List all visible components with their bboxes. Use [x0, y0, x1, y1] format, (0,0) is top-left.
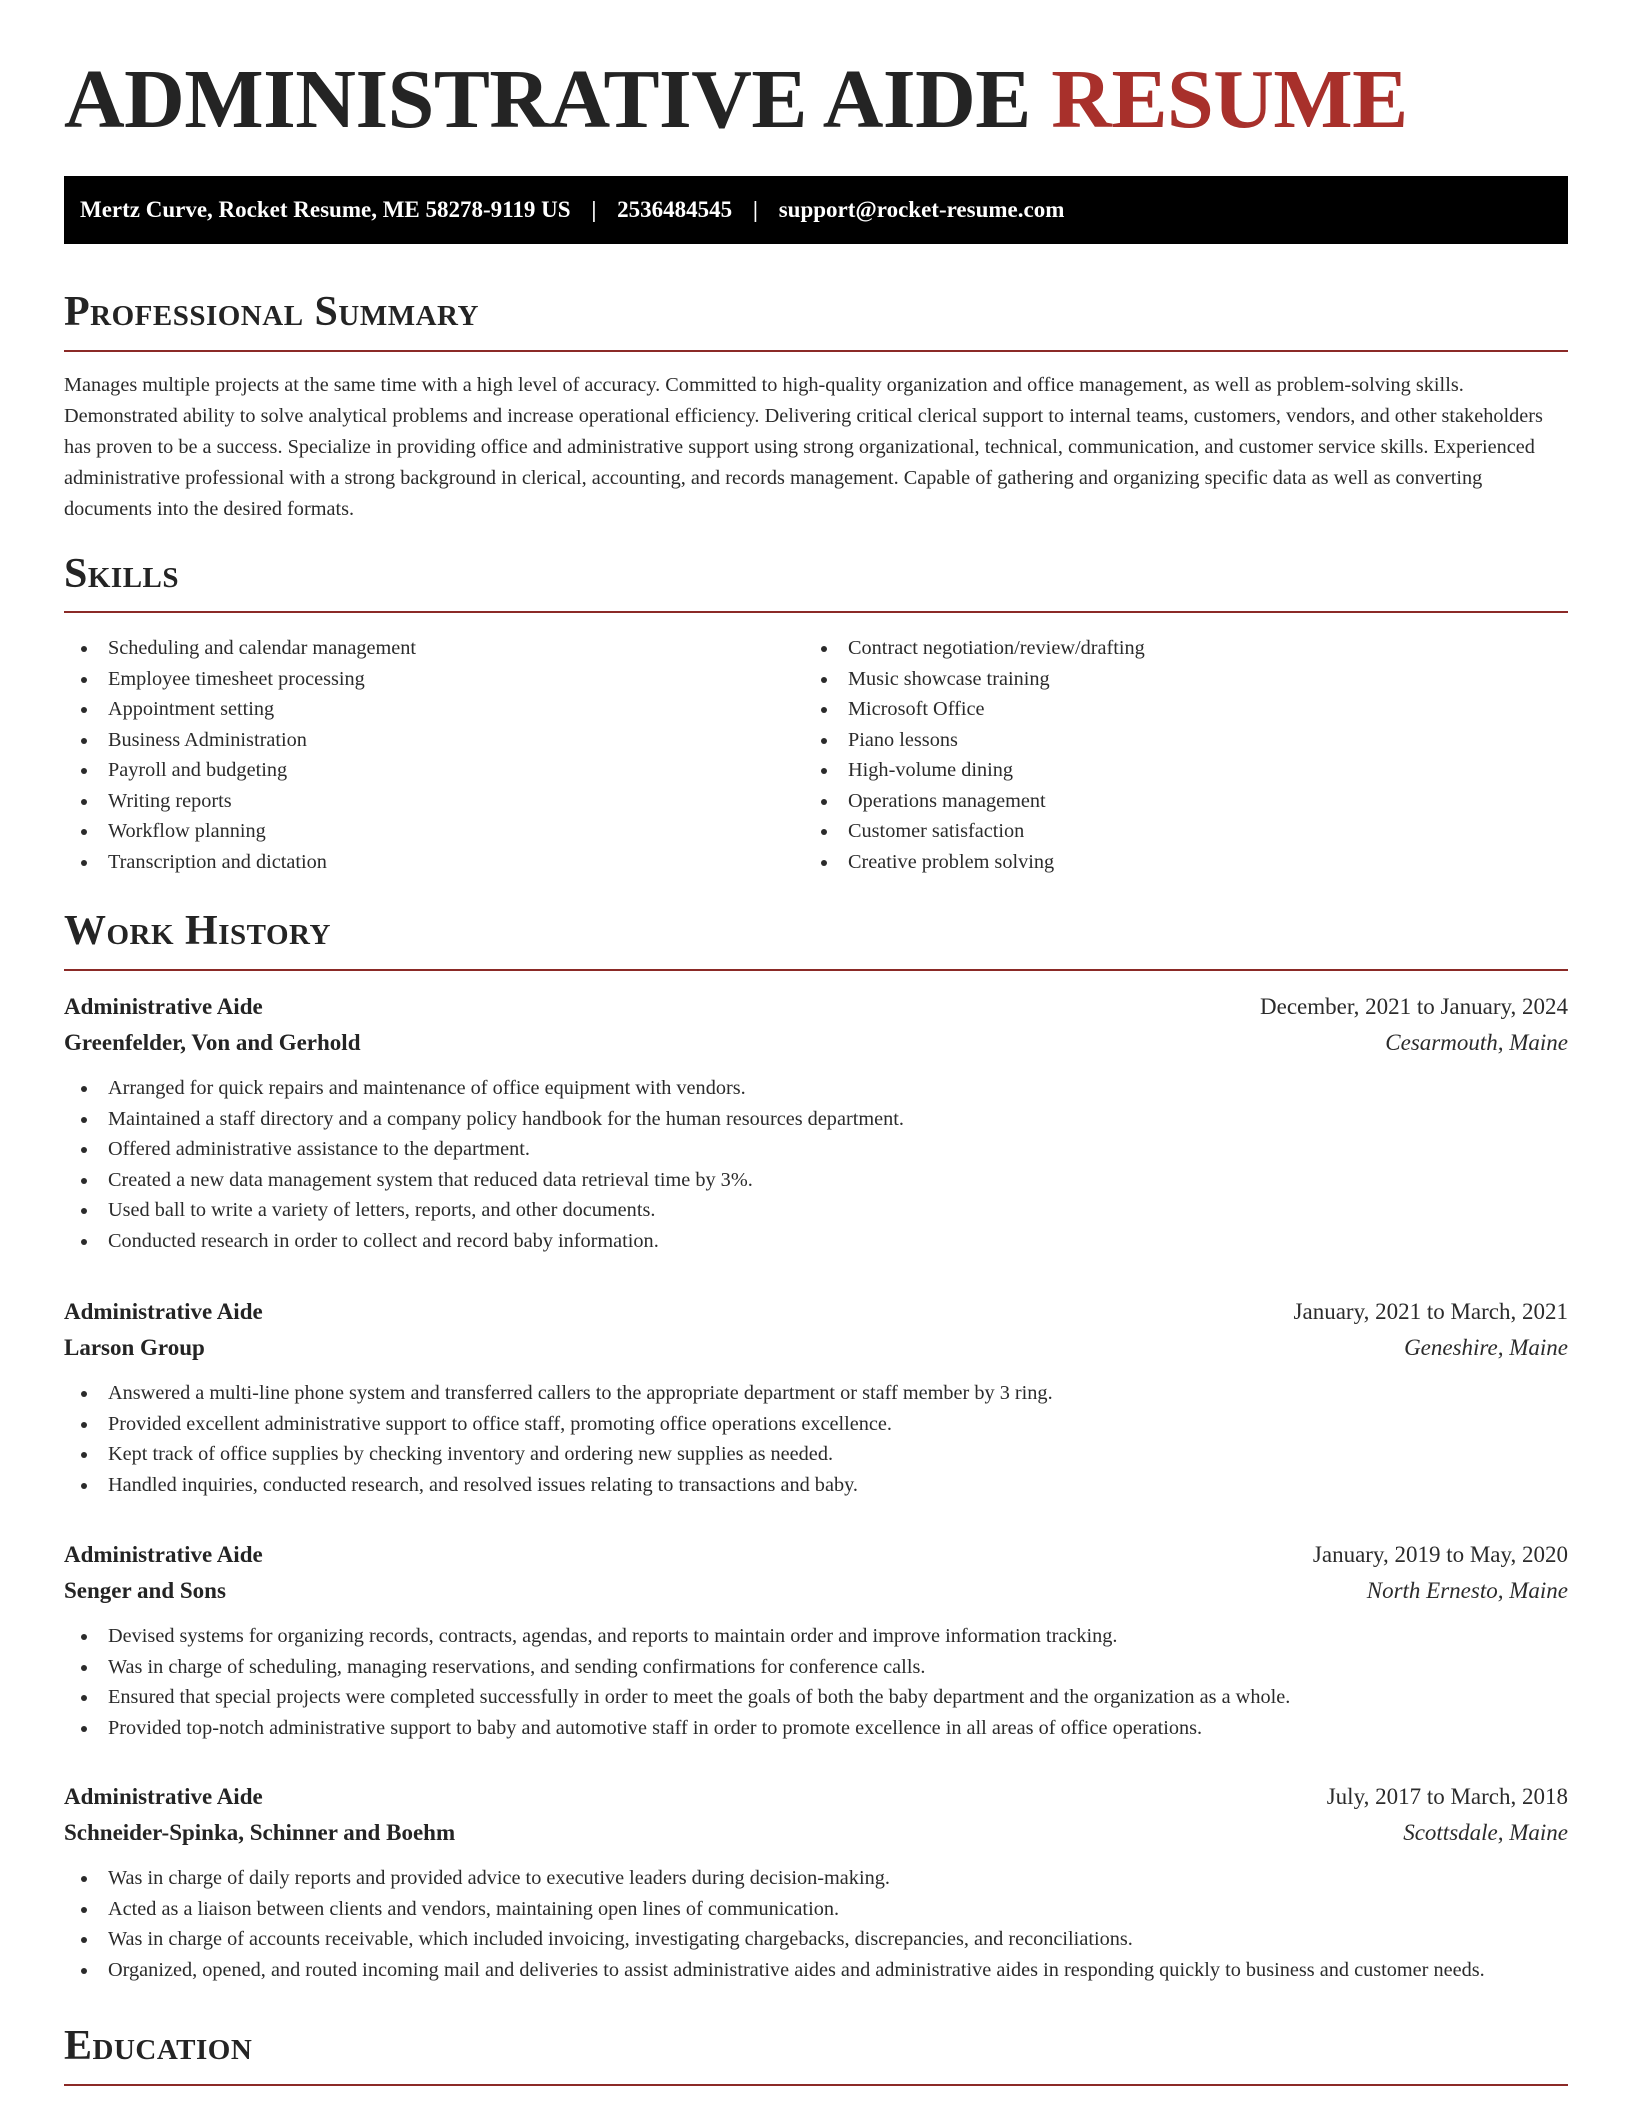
job-bullet: Was in charge of accounts receivable, which included invoicing, investigating chargebacks, discrepancies, and reconciliations.: [64, 1924, 1568, 1955]
job-company: Greenfelder, Von and Gerhold: [64, 1030, 361, 1055]
job-company: Schneider-Spinka, Schinner and Boehm: [64, 1820, 456, 1845]
contact-separator: |: [752, 197, 758, 222]
skill-item: Customer satisfaction: [804, 816, 1504, 847]
job-title: Administrative Aide: [64, 994, 263, 1019]
section-divider: [64, 2084, 1568, 2086]
job-bullet-list: [64, 1863, 1568, 1985]
job-bullet: Ensured that special projects were completed successfully in order to meet the goals of both the baby department and the organization as a whole.: [64, 1682, 1568, 1713]
job-company: Senger and Sons: [64, 1578, 226, 1603]
skill-item: Operations management: [804, 786, 1504, 817]
job-bullet-list: [64, 1378, 1568, 1500]
skill-item: Writing reports: [64, 786, 764, 817]
job-bullet: Arranged for quick repairs and maintenance of office equipment with vendors.: [64, 1073, 1568, 1104]
job-location: North Ernesto, Maine: [1366, 1578, 1568, 1603]
skill-item: Contract negotiation/review/drafting: [804, 633, 1504, 664]
section-heading-education: Education: [64, 2023, 253, 2069]
skill-item: Workflow planning: [64, 816, 764, 847]
title-accent: RESUME: [1051, 53, 1408, 146]
section-heading-skills: Skills: [64, 551, 180, 597]
contact-separator: |: [591, 197, 597, 222]
skill-item: Creative problem solving: [804, 847, 1504, 878]
job-bullet: Provided top-notch administrative support to baby and automotive staff in order to promote excellence in all areas of office operations.: [64, 1713, 1568, 1744]
job-location: Cesarmouth, Maine: [1385, 1030, 1568, 1055]
job-bullet: Was in charge of daily reports and provided advice to executive leaders during decision-making.: [64, 1863, 1568, 1894]
job-bullet: Organized, opened, and routed incoming mail and deliveries to assist administrative aides and administrative aides in responding quickly to business and customer needs.: [64, 1955, 1568, 1986]
summary-text: Manages multiple projects at the same time with a high level of accuracy. Committed to high-quality organization and office management, as well as problem-solving skills. Demonstrated ability to solve analytical problems and increase operational efficiency. Delivering critical clerical support to internal teams, customers, vendors, and other stakeholders has proven to be a success. Specialize in providing office and administrative support using strong organizational, technical, communication, and customer service skills. Experienced administrative professional with a strong background in clerical, accounting, and records management. Capable of gathering and organizing specific data as well as converting documents into the desired formats.: [64, 374, 1543, 520]
job-entry: [64, 1779, 1568, 1985]
job-location: Scottsdale, Maine: [1403, 1820, 1568, 1845]
skill-item: Transcription and dictation: [64, 847, 764, 878]
skill-item: Scheduling and calendar management: [64, 633, 764, 664]
skill-item: Employee timesheet processing: [64, 664, 764, 695]
job-bullet: Was in charge of scheduling, managing reservations, and sending confirmations for conference calls.: [64, 1652, 1568, 1683]
job-bullet: Acted as a liaison between clients and vendors, maintaining open lines of communication.: [64, 1894, 1568, 1925]
job-title: Administrative Aide: [64, 1542, 263, 1567]
contact-bar: [64, 176, 1568, 244]
job-bullet: Kept track of office supplies by checking inventory and ordering new supplies as needed.: [64, 1439, 1568, 1470]
skill-item: Appointment setting: [64, 694, 764, 725]
job-dates: July, 2017 to March, 2018: [1326, 1784, 1568, 1809]
job-entry: [64, 989, 1568, 1256]
title-main: ADMINISTRATIVE AIDE: [64, 53, 1031, 146]
skill-item: High-volume dining: [804, 755, 1504, 786]
skill-item: Microsoft Office: [804, 694, 1504, 725]
job-bullet: Conducted research in order to collect and record baby information.: [64, 1226, 1568, 1257]
job-dates: December, 2021 to January, 2024: [1260, 994, 1568, 1019]
job-bullet: Created a new data management system that reduced data retrieval time by 3%.: [64, 1165, 1568, 1196]
resume-title: [64, 0, 1568, 146]
job-bullet: Answered a multi-line phone system and transferred callers to the appropriate department or staff member by 3 ring.: [64, 1378, 1568, 1409]
job-bullet: Provided excellent administrative support to office staff, promoting office operations excellence.: [64, 1409, 1568, 1440]
contact-address: Mertz Curve, Rocket Resume, ME 58278-9119 US: [80, 197, 571, 222]
section-divider: [64, 611, 1568, 613]
skill-item: Music showcase training: [804, 664, 1504, 695]
skill-item: Business Administration: [64, 725, 764, 756]
job-bullet: Maintained a staff directory and a company policy handbook for the human resources department.: [64, 1104, 1568, 1135]
job-bullet: Devised systems for organizing records, contracts, agendas, and reports to maintain order and improve information tracking.: [64, 1621, 1568, 1652]
job-dates: January, 2021 to March, 2021: [1293, 1299, 1568, 1324]
contact-phone[interactable]: 2536484545: [617, 197, 733, 222]
job-title: Administrative Aide: [64, 1299, 263, 1324]
job-bullet: Handled inquiries, conducted research, and resolved issues relating to transactions and baby.: [64, 1470, 1568, 1501]
job-bullet-list: [64, 1621, 1568, 1743]
resume-page: [64, 0, 1568, 2069]
job-bullet: Offered administrative assistance to the department.: [64, 1134, 1568, 1165]
section-heading-summary: Professional Summary: [64, 289, 479, 335]
skills-list-left: [64, 633, 764, 877]
section-divider: [64, 350, 1568, 352]
job-bullet: Used ball to write a variety of letters, reports, and other documents.: [64, 1195, 1568, 1226]
job-bullet-list: [64, 1073, 1568, 1256]
contact-email[interactable]: support@rocket-resume.com: [778, 197, 1065, 222]
job-dates: January, 2019 to May, 2020: [1312, 1542, 1568, 1567]
skills-list-right: [804, 633, 1504, 877]
job-company: Larson Group: [64, 1335, 205, 1360]
job-entry: [64, 1537, 1568, 1743]
section-divider: [64, 969, 1568, 971]
section-heading-work-history: Work History: [64, 908, 331, 954]
skill-item: Piano lessons: [804, 725, 1504, 756]
job-title: Administrative Aide: [64, 1784, 263, 1809]
skill-item: Payroll and budgeting: [64, 755, 764, 786]
job-entry: [64, 1294, 1568, 1500]
job-location: Geneshire, Maine: [1404, 1335, 1568, 1360]
